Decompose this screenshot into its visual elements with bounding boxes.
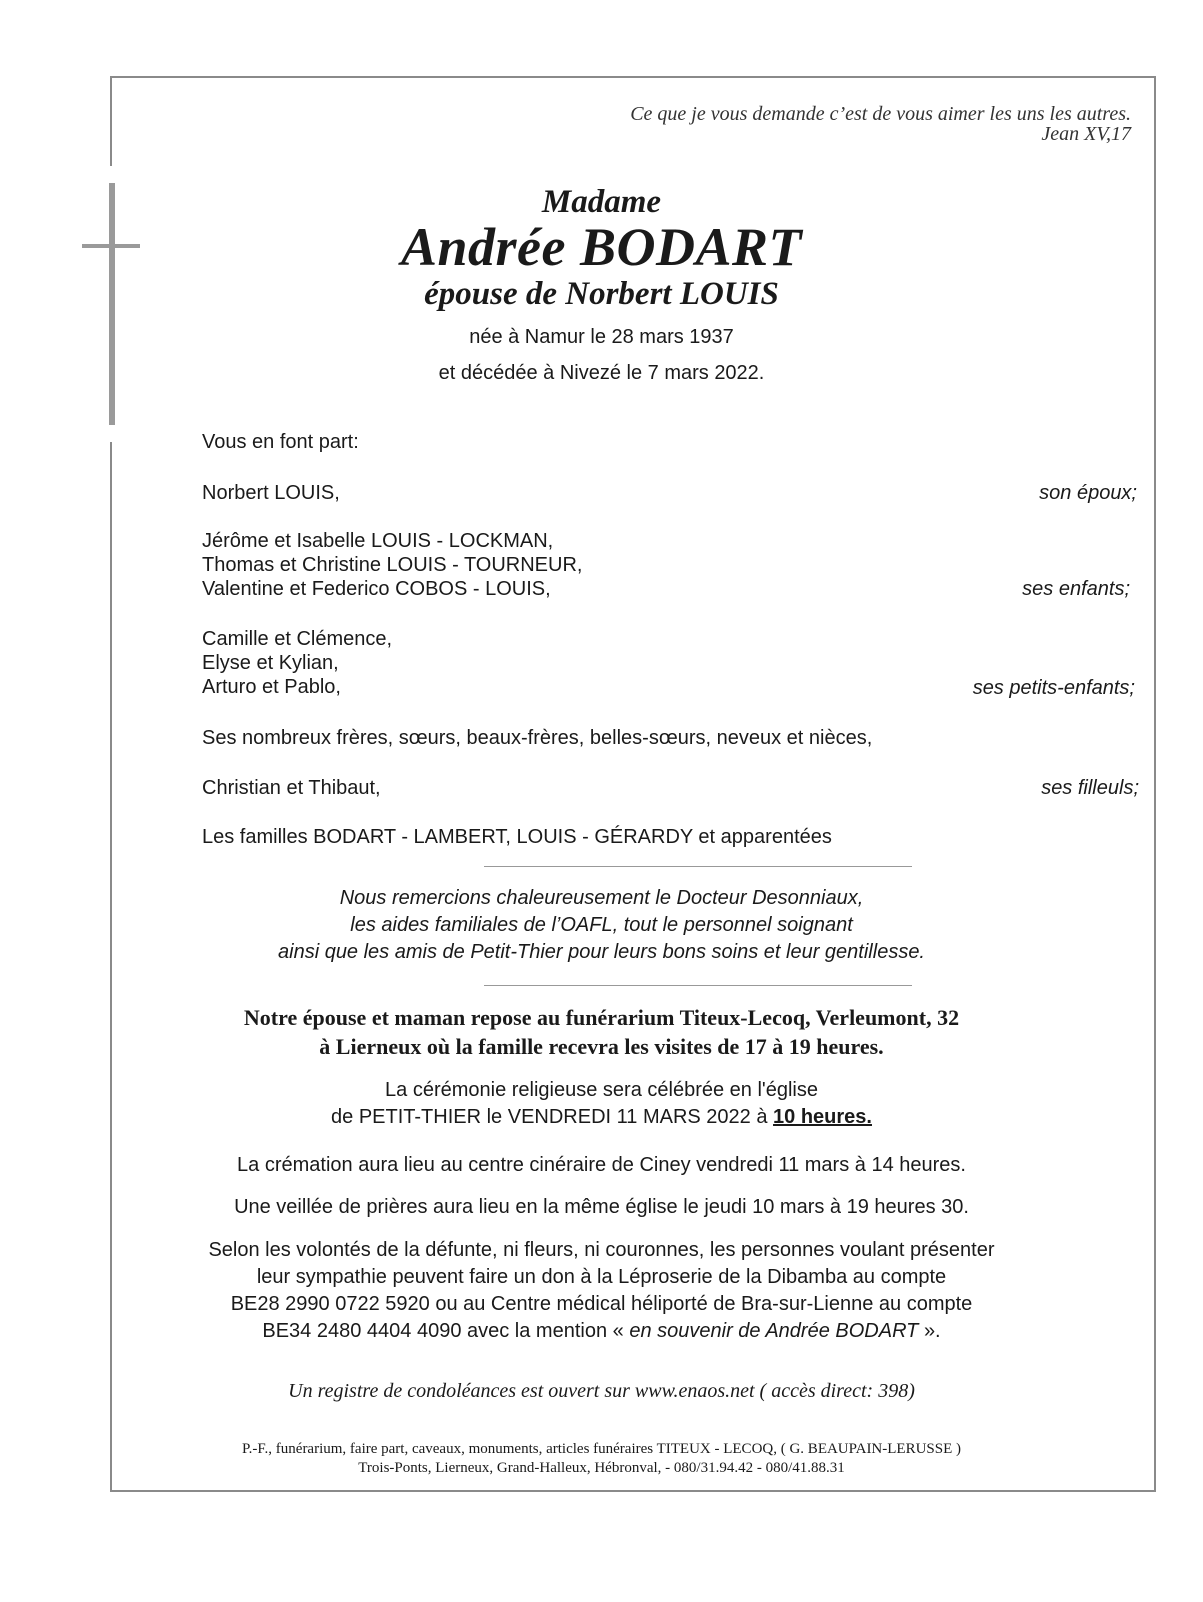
- repose-line: à Lierneux où la famille recevra les visites de 17 à 19 heures.: [319, 1034, 884, 1059]
- wishes-line: leur sympathie peuvent faire un don à la Léproserie de la Dibamba au compte: [256, 1266, 947, 1288]
- grandchild-line: Elyse et Kylian,: [202, 652, 339, 674]
- family-relatives: Les familles BODART - LAMBERT, LOUIS - GÉRARDY et apparentées: [202, 826, 832, 848]
- wishes-block: [0, 1237, 1203, 1345]
- funeral-home-footer: [0, 1440, 1203, 1478]
- honorific: Madame: [541, 184, 662, 220]
- death-line: et décédée à Nivezé le 7 mars 2022.: [438, 362, 765, 384]
- quote-reference: Jean XV,17: [1041, 123, 1131, 145]
- wishes-end: ».: [923, 1320, 941, 1342]
- spouse-line: épouse de Norbert LOUIS: [424, 276, 779, 312]
- wishes-line: BE28 2990 0722 5920 ou au Centre médical héliporté de Bra-sur-Lienne au compte: [230, 1293, 973, 1315]
- wishes-line: Selon les volontés de la défunte, ni fleurs, ni couronnes, les personnes voulant présenter: [208, 1239, 995, 1261]
- ceremony-time: 10 heures.: [773, 1106, 872, 1128]
- family-spouse-name: Norbert LOUIS,: [202, 482, 340, 504]
- repose-line: Notre épouse et maman repose au funérarium Titeux-Lecoq, Verleumont, 32: [243, 1005, 960, 1030]
- repose-info: [0, 1003, 1203, 1061]
- thanks-line: les aides familiales de l’OAFL, tout le personnel soignant: [350, 914, 853, 936]
- footer-line: Trois-Ponts, Lierneux, Grand-Halleux, Hébronval, - 080/31.94.42 - 080/41.88.31: [358, 1460, 845, 1476]
- wishes-account: BE34 2480 4404 4090 avec la mention «: [262, 1320, 624, 1342]
- family-children-list: [202, 529, 582, 601]
- ceremony-line: La cérémonie religieuse sera célébrée en l'église: [385, 1079, 818, 1101]
- grandchild-line: Camille et Clémence,: [202, 628, 393, 650]
- deceased-name: Andrée BODART: [400, 217, 803, 277]
- divider-top: [484, 866, 912, 867]
- relation-children: ses enfants;: [1022, 578, 1130, 600]
- child-line: Jérôme et Isabelle LOUIS - LOCKMAN,: [202, 530, 554, 552]
- vigil-info: Une veillée de prières aura lieu en la même église le jeudi 10 mars à 19 heures 30.: [234, 1196, 969, 1218]
- family-godchildren: Christian et Thibaut,: [202, 777, 381, 799]
- frame-border-top: [110, 76, 1156, 78]
- ceremony-line: [0, 1104, 1203, 1131]
- announcement-intro: Vous en font part:: [202, 431, 359, 453]
- ceremony-date: de PETIT-THIER le VENDREDI 11 MARS 2022 à: [331, 1106, 768, 1128]
- divider-bottom: [484, 985, 912, 986]
- wishes-line: [0, 1318, 1203, 1345]
- relation-godchildren: ses filleuls;: [1041, 777, 1139, 799]
- wishes-mention: en souvenir de Andrée BODART: [629, 1320, 919, 1342]
- family-grandchildren-list: [202, 627, 392, 699]
- cremation-info: La crémation aura lieu au centre cinéraire de Ciney vendredi 11 mars à 14 heures.: [237, 1154, 966, 1176]
- quote-text: Ce que je vous demande c’est de vous aimer les uns les autres.: [630, 103, 1131, 125]
- ceremony-info: [0, 1077, 1203, 1131]
- family-siblings: Ses nombreux frères, sœurs, beaux-frères, belles-sœurs, neveux et nièces,: [202, 727, 873, 749]
- child-line: Thomas et Christine LOUIS - TOURNEUR,: [202, 554, 583, 576]
- frame-border-left-upper: [110, 76, 112, 166]
- bible-quote: [630, 104, 1131, 144]
- thanks-line: Nous remercions chaleureusement le Docteur Desonniaux,: [339, 887, 864, 909]
- frame-border-bottom: [110, 1490, 1156, 1492]
- thanks-block: [0, 885, 1203, 966]
- thanks-line: ainsi que les amis de Petit-Thier pour leurs bons soins et leur gentillesse.: [278, 941, 925, 963]
- grandchild-line: Arturo et Pablo,: [202, 676, 341, 698]
- birth-line: née à Namur le 28 mars 1937: [469, 326, 734, 348]
- relation-spouse: son époux;: [1039, 482, 1137, 504]
- condolence-registry: Un registre de condoléances est ouvert sur www.enaos.net ( accès direct: 398): [288, 1380, 915, 1402]
- relation-grandchildren: ses petits-enfants;: [972, 677, 1135, 699]
- child-line: Valentine et Federico COBOS - LOUIS,: [202, 578, 551, 600]
- footer-line: P.-F., funérarium, faire part, caveaux, monuments, articles funéraires TITEUX - LECOQ, ( G. BEAUPAIN-LERUSSE ): [241, 1441, 962, 1457]
